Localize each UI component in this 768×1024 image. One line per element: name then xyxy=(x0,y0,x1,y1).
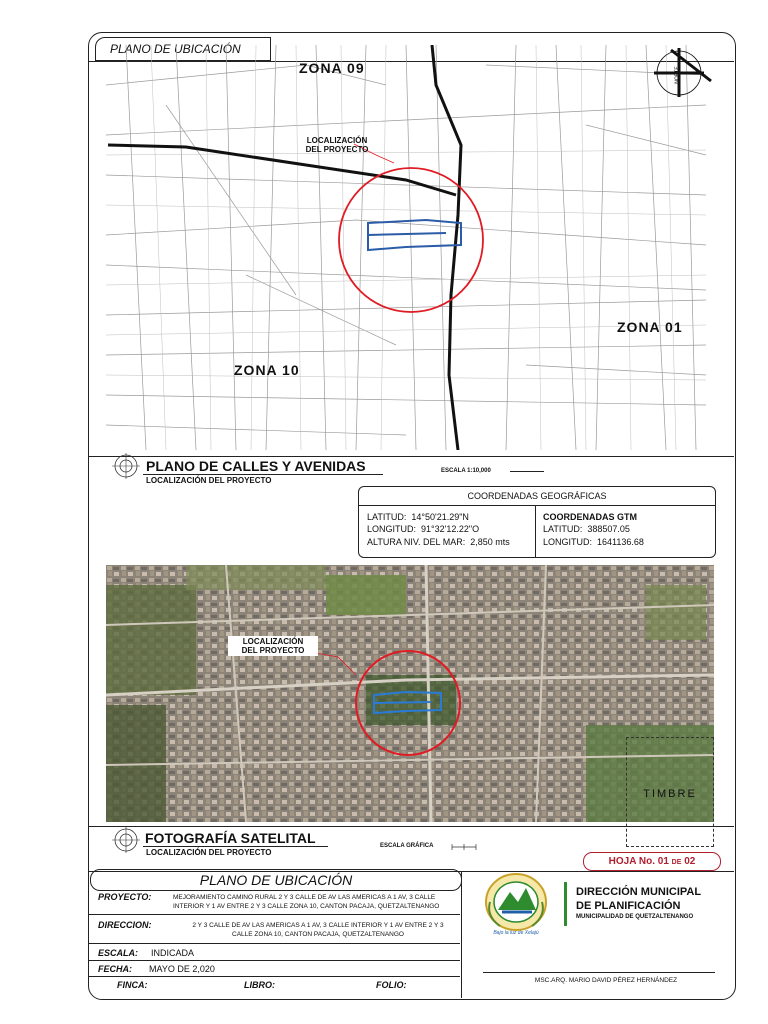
geo-row-lat xyxy=(359,505,535,523)
folio-label: FOLIO: xyxy=(376,980,407,990)
direccion-divider xyxy=(88,943,460,944)
map-title-underline xyxy=(143,474,383,475)
sheet-total: 02 xyxy=(684,856,696,867)
section-marker-icon xyxy=(112,827,142,853)
institution-line-3: MUNICIPALIDAD DE QUETZALTENANGO xyxy=(576,914,694,920)
institution-line-2: DE PLANIFICACIÓN xyxy=(576,900,681,912)
coordinates-panel xyxy=(358,486,716,558)
proyecto-divider xyxy=(88,914,460,915)
satellite-callout-line-1: LOCALIZACIÓN xyxy=(242,637,304,646)
seal-motto: Bajo la luz de Xelajú xyxy=(493,930,539,936)
proyecto-line-2: INTERIOR Y 1 AV ENTRE 2 Y 3 CALLE ZONA 10, CANTON PACAJA, QUETZALTENANGO xyxy=(173,903,440,910)
street-map xyxy=(106,45,714,450)
fecha-label: FECHA: xyxy=(98,964,132,974)
geo-lat-value: 14°50'21.29"N xyxy=(411,512,469,522)
coordinates-header: COORDENADAS GEOGRÁFICAS xyxy=(359,487,715,506)
satellite-title: FOTOGRAFÍA SATELITAL xyxy=(145,830,316,846)
zone-09-label: ZONA 09 xyxy=(299,60,365,76)
direccion-line-2: CALLE ZONA 10, CANTON PACAJA, QUETZALTENANGO xyxy=(232,931,404,938)
institution-block xyxy=(576,885,726,920)
geo-alt-label: ALTURA NIV. DEL MAR: xyxy=(367,537,466,547)
signature-line xyxy=(483,972,715,973)
zone-10-label: ZONA 10 xyxy=(234,362,300,378)
gtm-lon-label: LONGITUD: xyxy=(543,537,593,547)
escala-label: ESCALA: xyxy=(98,948,138,958)
sheet-number-badge xyxy=(583,852,721,871)
proyecto-label: PROYECTO: xyxy=(98,892,152,902)
title-block-vertical-divider xyxy=(461,871,462,998)
institution-line-1: DIRECCIÓN MUNICIPAL xyxy=(576,886,702,898)
institution-accent-bar xyxy=(564,882,567,926)
geo-row-alt xyxy=(359,536,535,549)
north-label: NORTE xyxy=(674,66,681,84)
proyecto-line-1: MEJORAMIENTO CAMINO RURAL 2 Y 3 CALLE DE AV LAS AMERICAS A 1 AV, 3 CALLE xyxy=(173,894,436,901)
finca-label: FINCA: xyxy=(117,980,148,990)
geo-lon-label: LONGITUD: xyxy=(367,524,417,534)
map-scale-line xyxy=(510,471,544,472)
geo-coordinates xyxy=(359,505,536,557)
gtm-coordinates xyxy=(535,505,715,557)
escala-value: INDICADA xyxy=(151,948,195,958)
sheet-tab-title: PLANO DE UBICACIÓN xyxy=(95,37,271,61)
satellite-callout-line-2: DEL PROYECTO xyxy=(241,646,305,655)
municipal-seal-logo xyxy=(480,872,552,936)
graphic-scale-icon xyxy=(450,838,478,856)
gtm-lon-value: 1641136.68 xyxy=(597,537,644,547)
satellite-subtitle: LOCALIZACIÓN DEL PROYECTO xyxy=(146,848,272,857)
satellite-photo xyxy=(106,565,714,822)
map-title: PLANO DE CALLES Y AVENIDAS xyxy=(146,458,366,474)
timbre-box xyxy=(626,737,714,847)
satellite-section-divider xyxy=(88,826,734,827)
geo-lon-value: 91°32'12.22"O xyxy=(421,524,480,534)
direccion-value xyxy=(183,921,453,939)
sheet-de: DE xyxy=(671,859,682,866)
section-marker-icon xyxy=(112,453,142,479)
map-callout-line-1: LOCALIZACIÓN xyxy=(306,136,368,145)
geo-alt-value: 2,850 mts xyxy=(470,537,510,547)
gtm-title: COORDENADAS GTM xyxy=(543,512,637,522)
timbre-label: TIMBRE xyxy=(643,788,697,800)
escala-divider xyxy=(88,960,460,961)
map-callout xyxy=(292,136,382,154)
sheet-number: 01 xyxy=(657,856,669,867)
title-block-title: PLANO DE UBICACIÓN xyxy=(90,869,462,891)
gtm-row-lon xyxy=(535,536,715,549)
proyecto-value xyxy=(173,893,439,911)
libro-label: LIBRO: xyxy=(244,980,275,990)
satellite-scale-label: ESCALA GRÁFICA xyxy=(380,843,434,849)
map-section-divider xyxy=(88,456,734,457)
direccion-label: DIRECCION: xyxy=(98,920,152,930)
map-subtitle: LOCALIZACIÓN DEL PROYECTO xyxy=(146,476,272,485)
satellite-title-underline xyxy=(143,846,328,847)
map-callout-line-2: DEL PROYECTO xyxy=(305,145,369,154)
fecha-divider xyxy=(88,976,460,977)
gtm-lat-value: 388507.05 xyxy=(587,524,630,534)
direccion-line-1: 2 Y 3 CALLE DE AV LAS AMERICAS A 1 AV, 3 CALLE INTERIOR Y 1 AV ENTRE 2 Y 3 xyxy=(192,922,444,929)
geo-lat-label: LATITUD: xyxy=(367,512,407,522)
signer-name: MSC.ARQ. MARIO DAVID PÉREZ HERNÁNDEZ xyxy=(534,977,678,984)
map-scale: ESCALA 1:10,000 xyxy=(441,468,491,474)
geo-row-lon xyxy=(359,523,535,536)
fecha-value: MAYO DE 2,020 xyxy=(149,964,215,974)
gtm-row-lat xyxy=(535,523,715,536)
gtm-lat-label: LATITUD: xyxy=(543,524,583,534)
satellite-callout xyxy=(228,636,318,656)
sheet-prefix: HOJA No. xyxy=(608,856,655,867)
zone-01-label: ZONA 01 xyxy=(617,319,683,335)
